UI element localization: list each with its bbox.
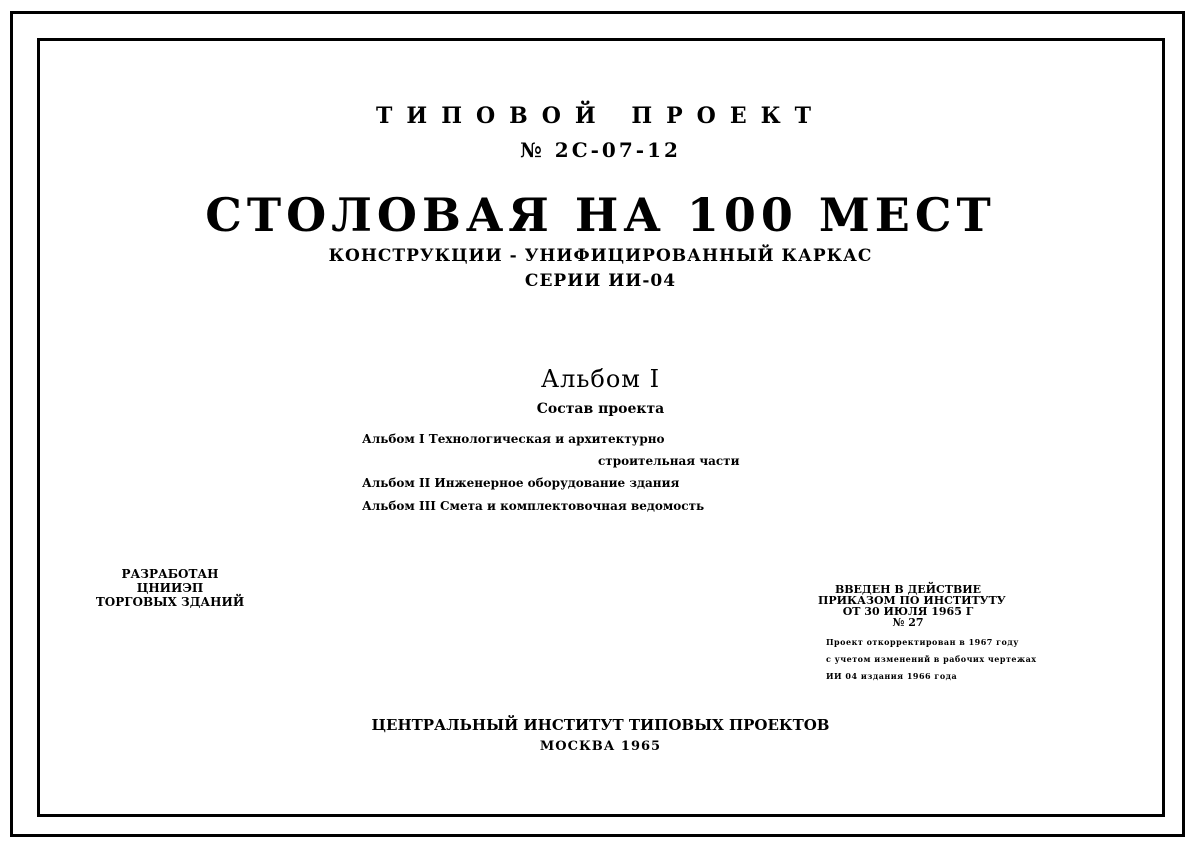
main-title: СТОЛОВАЯ НА 100 МЕСТ xyxy=(205,188,996,242)
note-line: ИИ 04 издания 1966 года xyxy=(826,671,958,681)
order-line: № 27 xyxy=(892,616,924,629)
album-list-item: Альбом II Инженерное оборудование здания xyxy=(362,476,680,490)
publisher: ЦЕНТРАЛЬНЫЙ ИНСТИТУТ ТИПОВЫХ ПРОЕКТОВ xyxy=(371,716,830,734)
note-line: с учетом изменений в рабочих чертежах xyxy=(826,654,1037,664)
developer-block xyxy=(80,567,260,609)
order-line: ОТ 30 ИЮЛЯ 1965 Г xyxy=(842,605,974,618)
order-block xyxy=(818,583,1006,629)
order-line: ВВЕДЕН В ДЕЙСТВИЕ xyxy=(834,583,982,596)
developer-line: РАЗРАБОТАН xyxy=(121,567,219,581)
note-line: Проект откорректирован в 1967 году xyxy=(826,637,1019,647)
subtitle-line-1: КОНСТРУКЦИИ - УНИФИЦИРОВАННЫЙ КАРКАС xyxy=(328,246,873,266)
city-year: МОСКВА 1965 xyxy=(539,739,662,754)
subtitle-line-2: СЕРИИ ИИ-04 xyxy=(524,271,677,291)
album-list-item: Альбом I Технологическая и архитектурно xyxy=(362,432,665,446)
series-label: ТИПОВОЙ ПРОЕКТ xyxy=(376,103,825,129)
album-list-item: Альбом III Смета и комплектовочная ведомость xyxy=(362,499,705,513)
project-number: № 2С-07-12 xyxy=(520,138,681,162)
album-list-item-continuation: строительная части xyxy=(598,454,740,468)
composition-heading: Состав проекта xyxy=(536,401,665,417)
revision-note xyxy=(826,634,1037,685)
developer-line: ЦНИИЭП xyxy=(136,581,204,595)
album-title: Альбом I xyxy=(540,365,661,393)
developer-line: ТОРГОВЫХ ЗДАНИЙ xyxy=(95,595,245,609)
order-line: ПРИКАЗОМ ПО ИНСТИТУТУ xyxy=(818,594,1006,607)
